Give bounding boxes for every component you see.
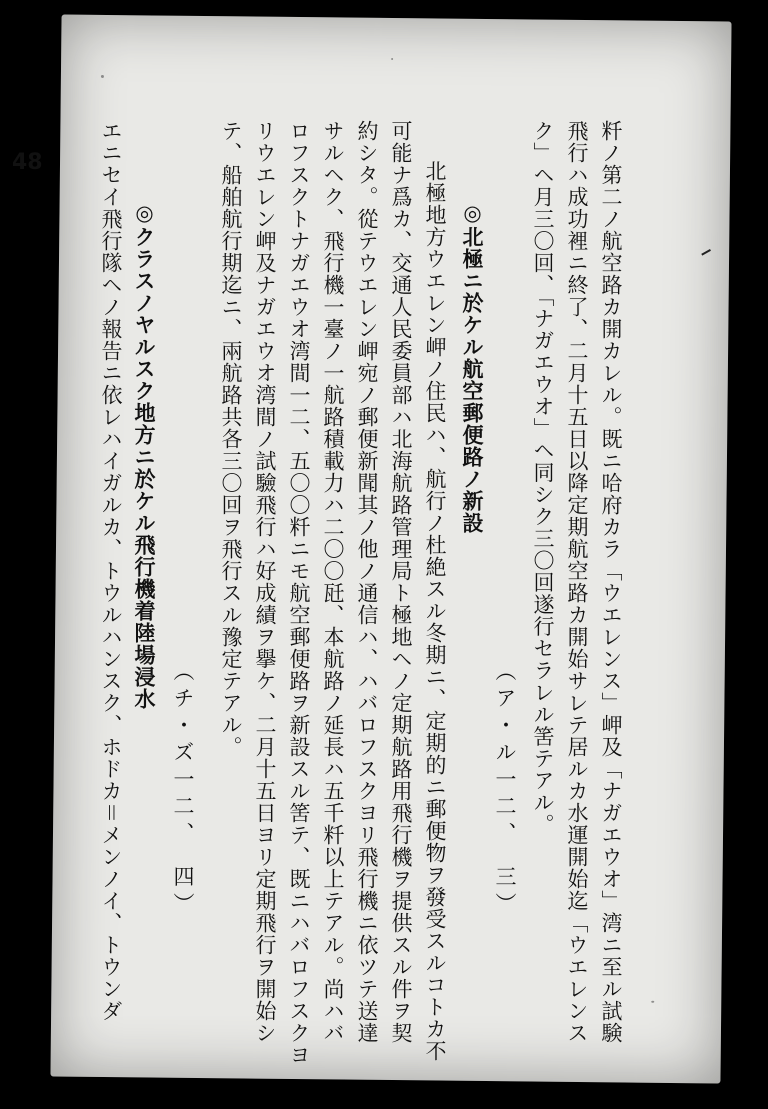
text-column-11: リウエレン岬及ナガエウオ湾間ノ試驗飛行ハ好成績ヲ擧ケ、二月十五日ヨリ定期飛行ヲ開始シ	[253, 120, 277, 1044]
page-number: 48	[12, 150, 43, 175]
text-column-12: テ、船舶航行期迄ニ、兩航路共各三〇回ヲ飛行スル豫定テアル。	[219, 120, 243, 758]
section-heading-1: ◎北極ニ於ケル航空郵便路ノ新設	[460, 200, 485, 534]
text-column-9: サルヘク、飛行機一臺ノ一航路積載力ハ二〇〇瓩、本航路ノ延長ハ五千粁以上テアル。尚ハバ	[321, 120, 345, 1044]
text-column-2: 飛行ハ成功裡ニ終了、二月十五日以降定期航空路カ開始サレテ居ルカ水運開始迄「ウエレンス	[565, 120, 589, 1044]
text-column-15: エニセイ飛行隊ヘノ報告ニ依レハイガルカ、トウルハンスク、ホドカ＝メンノイ、トウンダ	[99, 120, 123, 1022]
margin-mark	[701, 249, 711, 256]
text-column-10: ロフスクトナガエウオ湾間一二、五〇〇粁ニモ航空郵便路ヲ新設スル筈テ、既ニハバロフスクヨ	[287, 120, 311, 1066]
text-column-3: ク」ヘ月三〇回、「ナガエウオ」ヘ同シク三〇回遂行セラレル筈テアル。	[531, 120, 555, 836]
text-column-8: 約シタ。從テウエレン岬宛ノ郵便新聞其ノ他ノ通信ハ、ハバロフスクヨリ飛行機ニ依ツテ送達	[355, 120, 379, 1044]
text-column-1: 粁ノ第二ノ航空路カ開カレル。既ニ哈府カラ「ウエレンス」岬及「ナガエウオ」湾ニ至ル試験	[599, 120, 623, 1044]
source-attribution-1: （ア・ル一二、 三）	[493, 660, 517, 920]
text-column-6: 北極地方ウエレン岬ノ住民ハ、航行ノ杜絶スル冬期ニ、定期的ニ郵便物ヲ發受スルコトカ不	[423, 160, 447, 1062]
speck	[101, 75, 104, 78]
text-column-7: 可能ナ爲カ、交通人民委員部ハ北海航路管理局ト極地ヘノ定期航路用飛行機ヲ提供スル件ヲ契	[389, 120, 413, 1044]
source-attribution-2: （チ・ズ一二、 四）	[171, 660, 195, 920]
speck	[391, 58, 393, 60]
speck	[651, 1001, 654, 1003]
section-heading-2: ◎クラスノヤルスク地方ニ於ケル飛行機着陸場浸水	[132, 200, 157, 710]
